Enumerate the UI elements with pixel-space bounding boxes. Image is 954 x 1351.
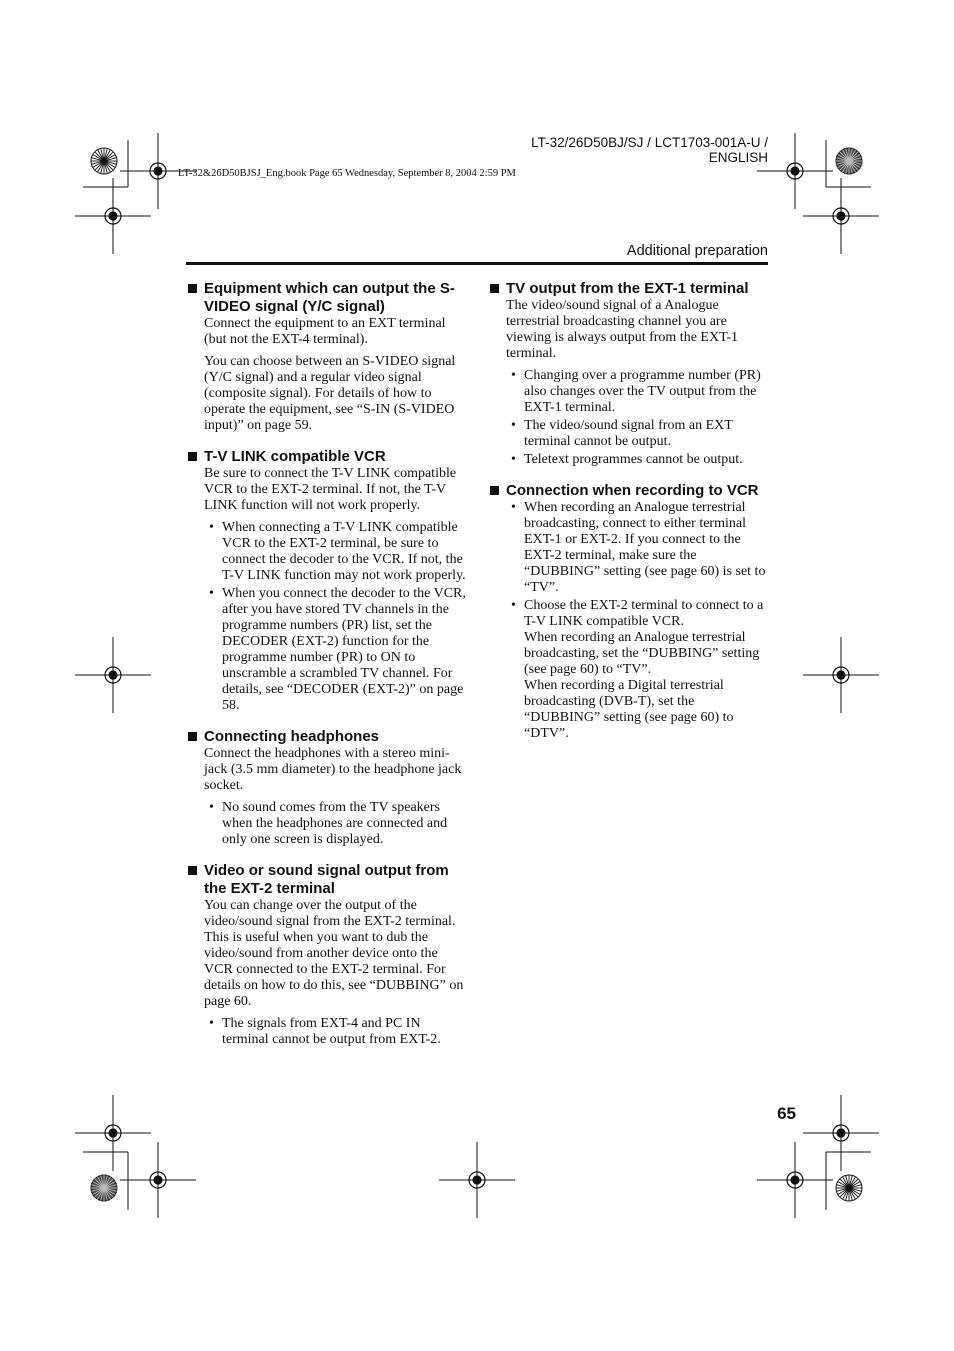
bullet-list (204, 520, 468, 714)
crosshair-target-icon (439, 1142, 515, 1218)
color-registration-icon (836, 1175, 862, 1201)
section-heading: Connection when recording to VCR (488, 482, 770, 500)
bullet-text: • The video/sound signal from an EXT terminal cannot be output. (524, 418, 733, 449)
bullet-text: • Teletext programmes cannot be output. (524, 452, 743, 467)
bullet-text: When recording an Analogue terrestrial broadcasting, set the “DUBBING” setting (see page 60) to “TV”. (524, 630, 760, 677)
content-section (186, 280, 468, 434)
right-column (488, 280, 770, 756)
bullet-list (204, 1016, 468, 1048)
crosshair-target-icon (75, 178, 151, 254)
crosshair-target-icon (75, 1095, 151, 1171)
crosshair-target-icon (803, 178, 879, 254)
bullet-text: • When you connect the decoder to the VCR, after you have stored TV channels in the programme numbers (PR) list, set the DECODER (EXT-2) function for the programme number (PR) to ON to unscramble a scrambled TV channel. For details, see “DECODER (EXT-2)” on page 58. (222, 586, 466, 713)
content-section (488, 482, 770, 742)
bullet-text: • When recording an Analogue terrestrial broadcasting, connect to either terminal EXT-1 or EXT-2. If you connect to the EXT-2 terminal, make sure the “DUBBING” setting (see page 60) is set to “TV”. (524, 500, 766, 595)
bullet-text: • Choose the EXT-2 terminal to connect to a T-V LINK compatible VCR. (524, 598, 764, 629)
bullet-item (204, 520, 468, 584)
document-id: LT-32/26D50BJ/SJ / LCT1703-001A-U / ENGLISH (531, 135, 768, 165)
bullet-item (204, 586, 468, 714)
bullet-item (204, 800, 468, 848)
bullet-text: When recording a Digital terrestrial broadcasting (DVB-T), set the “DUBBING” setting (see page 60) to “DTV”. (524, 678, 734, 741)
section-heading: Video or sound signal output from the EXT-2 terminal (186, 862, 468, 898)
bullet-item (506, 368, 770, 416)
section-heading: T-V LINK compatible VCR (186, 448, 468, 466)
bullet-item (204, 1016, 468, 1048)
bullet-item (506, 598, 770, 742)
body-paragraph: Be sure to connect the T-V LINK compatible VCR to the EXT-2 terminal. If not, the T-V LINK function will not work properly. (204, 466, 457, 513)
bullet-item (506, 418, 770, 450)
crosshair-target-icon (803, 637, 879, 713)
crosshair-target-icon (120, 1142, 196, 1218)
section-heading: TV output from the EXT-1 terminal (488, 280, 770, 298)
color-registration-icon (91, 1175, 117, 1201)
bullet-text: • When connecting a T-V LINK compatible VCR to the EXT-2 terminal, be sure to connect the decoder to the VCR. If not, the T-V LINK function may not work properly. (222, 520, 466, 583)
content-section (186, 448, 468, 714)
body-paragraph: The video/sound signal of a Analogue terrestrial broadcasting channel you are viewing is always output from the EXT-1 terminal. (506, 298, 739, 361)
section-title: Additional preparation (626, 243, 768, 259)
color-registration-icon (91, 148, 117, 174)
crosshair-target-icon (75, 637, 151, 713)
body-paragraph: Connect the equipment to an EXT terminal (but not the EXT-4 terminal). (204, 316, 446, 347)
content-section (488, 280, 770, 468)
header-rule (186, 262, 768, 265)
content-section (186, 728, 468, 848)
crosshair-target-icon (757, 1142, 833, 1218)
left-column (186, 280, 468, 1062)
body-paragraph: You can change over the output of the video/sound signal from the EXT-2 terminal. This is useful when you want to dub the video/sound from another device onto the VCR connected to the EXT-2 terminal. For details on how to do this, see “DUBBING” on page 60. (204, 898, 464, 1009)
section-heading: Equipment which can output the S-VIDEO signal (Y/C signal) (186, 280, 468, 316)
bullet-text: • Changing over a programme number (PR) also changes over the TV output from the EXT-1 terminal. (524, 368, 761, 415)
crosshair-target-icon (803, 1095, 879, 1171)
crosshair-target-icon (757, 133, 833, 209)
bullet-text: • The signals from EXT-4 and PC IN terminal cannot be output from EXT-2. (222, 1016, 441, 1047)
book-file-info: LT-32&26D50BJSJ_Eng.book Page 65 Wednesday, September 8, 2004 2:59 PM (178, 168, 516, 179)
bullet-list (506, 500, 770, 742)
page-number: 65 (777, 1104, 796, 1123)
body-paragraph: You can choose between an S-VIDEO signal (Y/C signal) and a regular video signal (composite signal). For details of how to operate the equipment, see “S-IN (S-VIDEO input)” on page 59. (204, 354, 456, 433)
bullet-item (506, 500, 770, 596)
bullet-list (506, 368, 770, 468)
color-registration-icon (836, 148, 862, 174)
bullet-list (204, 800, 468, 848)
bullet-item (506, 452, 770, 468)
section-heading: Connecting headphones (186, 728, 468, 746)
body-paragraph: Connect the headphones with a stereo mini-jack (3.5 mm diameter) to the headphone jack socket. (204, 746, 462, 793)
bullet-text: • No sound comes from the TV speakers when the headphones are connected and only one screen is displayed. (222, 800, 448, 847)
content-section (186, 862, 468, 1048)
